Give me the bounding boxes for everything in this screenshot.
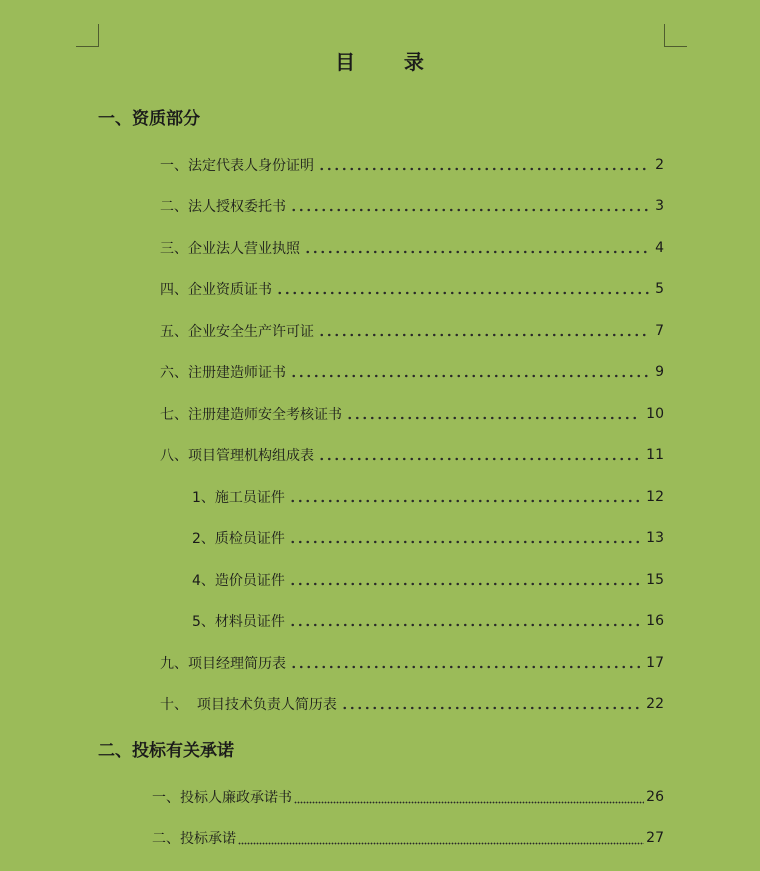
- toc-entry-title: 十、 项目技术负责人简历表: [160, 697, 337, 713]
- toc-entry-title: 八、项目管理机构组成表: [160, 448, 314, 464]
- toc-page-number: 11: [646, 447, 664, 463]
- toc-entry-title: 4、造价员证件: [192, 573, 285, 589]
- toc-page-number: 12: [646, 489, 664, 505]
- toc-subentry[interactable]: [192, 526, 664, 550]
- crop-mark-top-left: [76, 24, 99, 47]
- toc-entry[interactable]: [160, 692, 664, 716]
- toc-entry[interactable]: [160, 651, 664, 675]
- toc-entry-title: 三、企业法人营业执照: [160, 241, 300, 257]
- toc-dot-leader: [289, 623, 640, 627]
- toc-page-number: 2: [655, 157, 664, 173]
- toc-dot-leader: [346, 416, 640, 420]
- toc-entry-title: 一、法定代表人身份证明: [160, 158, 314, 174]
- toc-dot-leader: [318, 333, 649, 337]
- toc-dot-leader: [290, 374, 649, 378]
- toc-entry[interactable]: [160, 319, 664, 343]
- toc-subentry[interactable]: [192, 609, 664, 633]
- toc-subentry[interactable]: [192, 568, 664, 592]
- toc-entry-title: 一、投标人廉政承诺书: [152, 790, 292, 806]
- toc-page-number: 5: [655, 281, 664, 297]
- toc-entry[interactable]: [152, 826, 664, 850]
- toc-page-number: 4: [655, 240, 664, 256]
- toc-page-number: 10: [646, 406, 664, 422]
- crop-mark-top-right: [664, 24, 687, 47]
- toc-page-number: 7: [655, 323, 664, 339]
- toc-page-number: 26: [646, 789, 664, 805]
- toc-entry[interactable]: [160, 443, 664, 467]
- toc-entry[interactable]: [160, 360, 664, 384]
- toc-entry[interactable]: [152, 785, 664, 809]
- toc-dot-leader: [294, 801, 644, 804]
- toc-dot-leader: [290, 208, 649, 212]
- toc-page-number: 13: [646, 530, 664, 546]
- toc-page-number: 17: [646, 655, 664, 671]
- toc-entry[interactable]: [160, 236, 664, 260]
- toc-entry[interactable]: [160, 194, 664, 218]
- toc-dot-leader: [289, 499, 640, 503]
- toc-entry[interactable]: [160, 402, 664, 426]
- toc-entry[interactable]: [160, 277, 664, 301]
- toc-entry-title: 1、施工员证件: [192, 490, 285, 506]
- toc-page-number: 22: [646, 696, 664, 712]
- toc-page-number: 3: [655, 198, 664, 214]
- toc-entry-title: 九、项目经理简历表: [160, 656, 286, 672]
- document-title: 目 录: [335, 50, 425, 74]
- toc-subentry[interactable]: [192, 485, 664, 509]
- toc-dot-leader: [289, 582, 640, 586]
- toc-entry[interactable]: [160, 153, 664, 177]
- section-heading: 一、资质部分: [98, 109, 200, 129]
- toc-entry-title: 七、注册建造师安全考核证书: [160, 407, 342, 423]
- toc-dot-leader: [289, 540, 640, 544]
- toc-dot-leader: [304, 250, 649, 254]
- toc-entry-title: 六、注册建造师证书: [160, 365, 286, 381]
- toc-dot-leader: [318, 457, 640, 461]
- toc-dot-leader: [276, 291, 649, 295]
- toc-page-number: 9: [655, 364, 664, 380]
- toc-entry-title: 二、法人授权委托书: [160, 199, 286, 215]
- toc-entry-title: 5、材料员证件: [192, 614, 285, 630]
- section-heading: 二、投标有关承诺: [98, 741, 234, 761]
- toc-dot-leader: [341, 706, 640, 710]
- toc-entry-title: 四、企业资质证书: [160, 282, 272, 298]
- toc-page-number: 15: [646, 572, 664, 588]
- toc-page-number: 16: [646, 613, 664, 629]
- toc-dot-leader: [318, 167, 649, 171]
- toc-dot-leader: [290, 665, 640, 669]
- toc-entry-title: 二、投标承诺: [152, 831, 236, 847]
- toc-dot-leader: [238, 842, 644, 845]
- toc-page-number: 27: [646, 830, 664, 846]
- toc-entry-title: 五、企业安全生产许可证: [160, 324, 314, 340]
- toc-entry-title: 2、质检员证件: [192, 531, 285, 547]
